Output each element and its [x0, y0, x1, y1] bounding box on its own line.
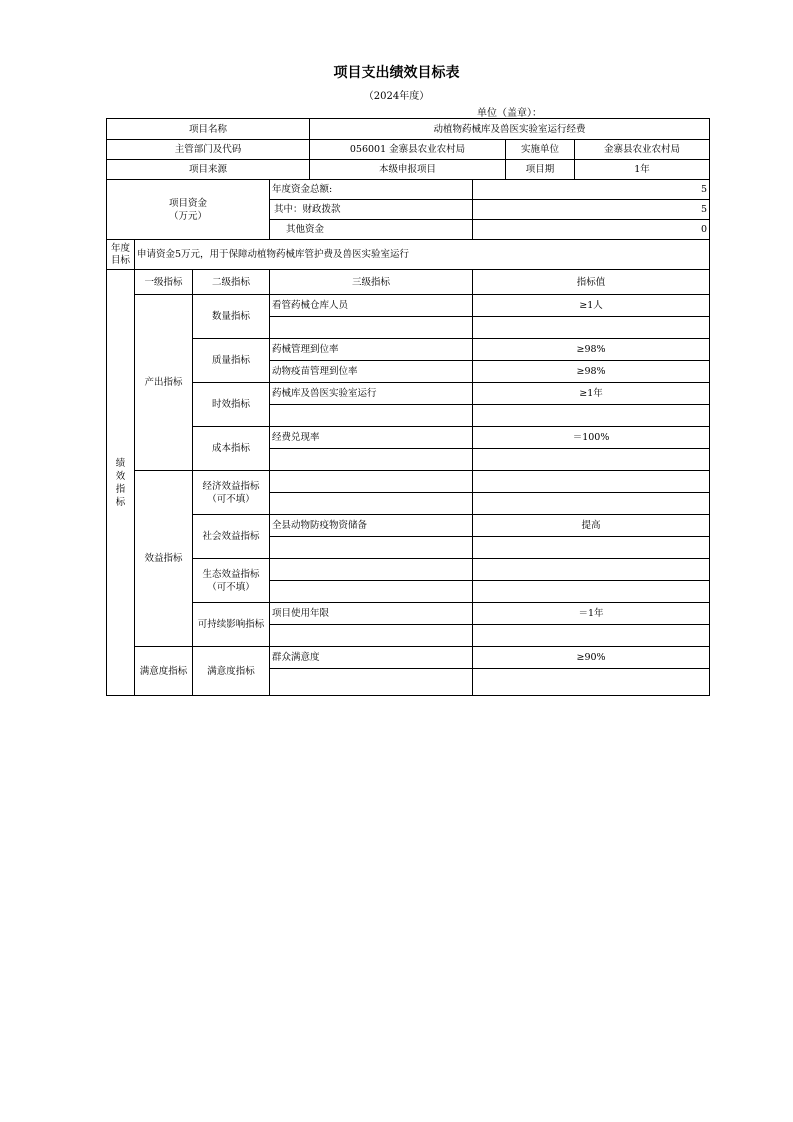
indicator-value: ＝100%: [473, 427, 710, 449]
unit-label: 单位（盖章）：: [477, 108, 542, 119]
indicator-value: [473, 559, 710, 581]
indicator-name: [270, 493, 473, 515]
indicator-value: ≥98%: [473, 361, 710, 383]
sustain-label: 可持续影响指标: [193, 603, 270, 647]
annual-goal-row: [107, 240, 710, 270]
indicator-header-row: [107, 270, 710, 295]
indicator-value: [473, 317, 710, 339]
indicator-value: ≥1人: [473, 295, 710, 317]
funds-fiscal-value: 5: [473, 200, 710, 220]
indicator-name: [270, 537, 473, 559]
funds-total-value: 5: [473, 180, 710, 200]
satisfaction-label: 满意度指标: [135, 647, 193, 696]
indicator-name: [270, 669, 473, 696]
period-label: 项目期: [506, 160, 575, 180]
cost-label: 成本指标: [193, 427, 270, 471]
header-level1: 一级指标: [135, 270, 193, 295]
source-value: 本级申报项目: [310, 160, 506, 180]
quantity-label: 数量指标: [193, 295, 270, 339]
header-level3: 三级指标: [270, 270, 473, 295]
indicator-value: ≥90%: [473, 647, 710, 669]
performance-goal-table: [106, 118, 710, 696]
indicator-value: [473, 471, 710, 493]
indicator-value: ≥1年: [473, 383, 710, 405]
funds-label: 项目资金 （万元）: [107, 180, 270, 240]
indicator-name: [270, 317, 473, 339]
indicator-name: 药械库及兽医实验室运行: [270, 383, 473, 405]
annual-goal-text: 申请资金5万元，用于保障动植物药械库管护费及兽医实验室运行: [135, 240, 710, 270]
funds-other-value: 0: [473, 220, 710, 240]
indicator-value: [473, 669, 710, 696]
indicator-value: 提高: [473, 515, 710, 537]
project-name-row: [107, 119, 710, 140]
funds-other-label: 其他资金: [270, 220, 473, 240]
impl-value: 金寨县农业农村局: [575, 140, 710, 160]
dept-value: 056001 金寨县农业农村局: [310, 140, 506, 160]
output-label: 产出指标: [135, 295, 193, 471]
indicator-value: [473, 537, 710, 559]
page-title: 项目支出绩效目标表: [333, 65, 460, 81]
table-row: [107, 559, 710, 581]
table-row: [107, 427, 710, 449]
indicator-name: [270, 449, 473, 471]
indicator-name: 动物疫苗管理到位率: [270, 361, 473, 383]
table-row: [107, 383, 710, 405]
indicator-value: ≥98%: [473, 339, 710, 361]
indicator-value: [473, 493, 710, 515]
dept-row: [107, 140, 710, 160]
funds-total-label: 年度资金总额:: [270, 180, 473, 200]
perf-label: 绩效指标: [115, 457, 126, 508]
table-row: [107, 603, 710, 625]
indicator-value: [473, 405, 710, 427]
benefit-label: 效益指标: [135, 471, 193, 647]
table-row: [107, 515, 710, 537]
source-label: 项目来源: [107, 160, 310, 180]
indicator-name: 经费兑现率: [270, 427, 473, 449]
project-name-value: 动植物药械库及兽医实验室运行经费: [310, 119, 710, 140]
indicator-value: [473, 625, 710, 647]
table-row: [107, 647, 710, 669]
perf-label-cell: [107, 270, 135, 696]
indicator-name: 群众满意度: [270, 647, 473, 669]
indicator-name: 项目使用年限: [270, 603, 473, 625]
indicator-value: [473, 449, 710, 471]
indicator-name: [270, 471, 473, 493]
social-label: 社会效益指标: [193, 515, 270, 559]
indicator-name: [270, 581, 473, 603]
indicator-name: [270, 625, 473, 647]
indicator-name: 全县动物防疫物资储备: [270, 515, 473, 537]
economic-label: 经济效益指标 （可不填）: [193, 471, 270, 515]
satisfaction-sub-label: 满意度指标: [193, 647, 270, 696]
indicator-name: [270, 559, 473, 581]
funds-total-row: [107, 180, 710, 200]
impl-label: 实施单位: [506, 140, 575, 160]
source-row: [107, 160, 710, 180]
indicator-name: 药械管理到位率: [270, 339, 473, 361]
eco-label: 生态效益指标 （可不填）: [193, 559, 270, 603]
quality-label: 质量指标: [193, 339, 270, 383]
table-row: [107, 339, 710, 361]
funds-fiscal-label: 其中：财政拨款: [270, 200, 473, 220]
project-name-label: 项目名称: [107, 119, 310, 140]
indicator-name: [270, 405, 473, 427]
table-row: [107, 295, 710, 317]
dept-label: 主管部门及代码: [107, 140, 310, 160]
table-row: [107, 471, 710, 493]
indicator-value: ＝1年: [473, 603, 710, 625]
time-label: 时效指标: [193, 383, 270, 427]
header-value: 指标值: [473, 270, 710, 295]
year-subtitle: （2024年度）: [363, 91, 430, 102]
annual-goal-label: 年度目标: [107, 240, 135, 270]
indicator-value: [473, 581, 710, 603]
indicator-name: 看管药械仓库人员: [270, 295, 473, 317]
period-value: 1年: [575, 160, 710, 180]
header-level2: 二级指标: [193, 270, 270, 295]
